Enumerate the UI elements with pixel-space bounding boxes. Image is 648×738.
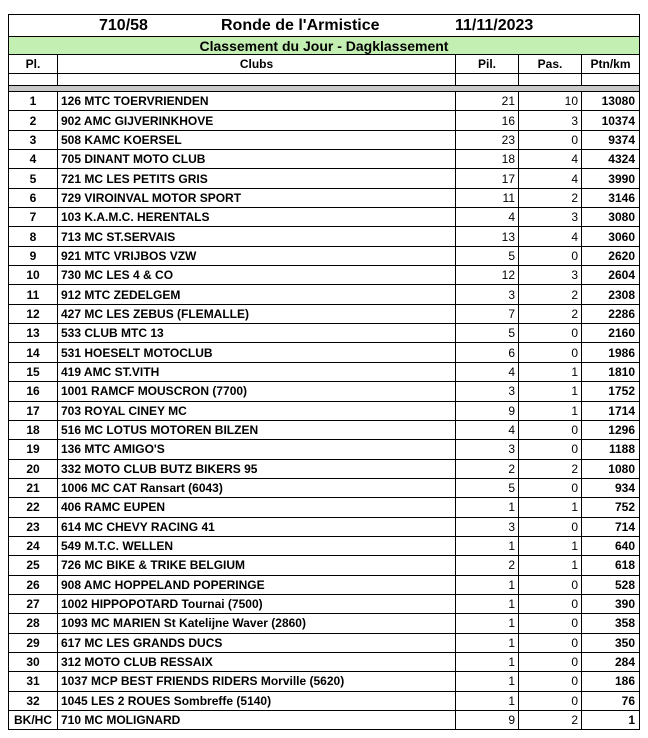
- points-cell: 2160: [608, 326, 635, 341]
- points-cell: 1986: [608, 345, 635, 360]
- rank-cell: 23: [9, 518, 58, 536]
- club-cell: 419 AMC ST.VITH: [58, 363, 456, 381]
- pilots-cell: 1: [456, 537, 519, 555]
- passengers-cell: 0: [519, 324, 582, 342]
- club-cell: 713 MC ST.SERVAIS: [58, 227, 456, 245]
- spacer-row: [8, 74, 640, 86]
- club-cell: 1006 MC CAT Ransart (6043): [58, 479, 456, 497]
- pilots-cell: 3: [456, 518, 519, 536]
- pilots-cell: 16: [456, 111, 519, 129]
- event-code: 710/58: [99, 17, 148, 34]
- rank-cell: 25: [9, 556, 58, 574]
- table-row: [8, 343, 640, 362]
- rank-cell: 5: [9, 169, 58, 187]
- rank-cell: 1: [9, 92, 58, 110]
- table-row: [8, 711, 640, 730]
- club-cell: 136 MTC AMIGO'S: [58, 440, 456, 458]
- points-cell: 186: [614, 674, 635, 689]
- rank-cell: 17: [9, 402, 58, 420]
- passengers-cell: 3: [519, 208, 582, 226]
- event-name: Ronde de l'Armistice: [221, 17, 380, 34]
- pilots-cell: 1: [456, 634, 519, 652]
- rank-cell: 9: [9, 247, 58, 265]
- pilots-cell: 2: [456, 460, 519, 478]
- pilots-cell: 13: [456, 227, 519, 245]
- points-cell: 1810: [608, 364, 635, 379]
- passengers-cell: 1: [519, 363, 582, 381]
- pilots-cell: 5: [456, 247, 519, 265]
- table-row: [8, 556, 640, 575]
- club-cell: 516 MC LOTUS MOTOREN BILZEN: [58, 421, 456, 439]
- passengers-cell: 0: [519, 672, 582, 690]
- passengers-cell: 2: [519, 305, 582, 323]
- points-cell: 2620: [608, 248, 635, 263]
- rank-cell: 11: [9, 285, 58, 303]
- passengers-cell: 0: [519, 518, 582, 536]
- table-row: [8, 595, 640, 614]
- points-cell: 390: [614, 597, 635, 612]
- points-cell: 618: [614, 558, 635, 573]
- pilots-cell: 11: [456, 189, 519, 207]
- passengers-cell: 0: [519, 247, 582, 265]
- points-cell: 1188: [608, 442, 635, 457]
- points-cell: 1: [628, 713, 635, 728]
- points-cell: 714: [614, 519, 635, 534]
- points-cell: 1714: [608, 403, 635, 418]
- points-cell: 3990: [608, 171, 635, 186]
- passengers-cell: 0: [519, 131, 582, 149]
- club-cell: 902 AMC GIJVERINKHOVE: [58, 111, 456, 129]
- table-row: [8, 227, 640, 246]
- table-row: [8, 421, 640, 440]
- rank-cell: 32: [9, 692, 58, 710]
- points-cell: 1296: [608, 423, 635, 438]
- table-header: [8, 55, 640, 74]
- club-cell: 531 HOESELT MOTOCLUB: [58, 343, 456, 361]
- club-cell: 705 DINANT MOTO CLUB: [58, 150, 456, 168]
- passengers-cell: 1: [519, 498, 582, 516]
- passengers-cell: 0: [519, 614, 582, 632]
- passengers-cell: 1: [519, 556, 582, 574]
- table-row: [8, 285, 640, 304]
- club-cell: 908 AMC HOPPELAND POPERINGE: [58, 576, 456, 594]
- pilots-cell: 17: [456, 169, 519, 187]
- club-cell: 921 MTC VRIJBOS VZW: [58, 247, 456, 265]
- club-cell: 312 MOTO CLUB RESSAIX: [58, 653, 456, 671]
- column-header-ptn: Ptn/km: [590, 57, 631, 71]
- passengers-cell: 2: [519, 189, 582, 207]
- passengers-cell: 0: [519, 653, 582, 671]
- table-row: [8, 324, 640, 343]
- club-cell: 1001 RAMCF MOUSCRON (7700): [58, 382, 456, 400]
- points-cell: 934: [614, 481, 635, 496]
- points-cell: 13080: [601, 94, 635, 109]
- points-cell: 284: [614, 655, 635, 670]
- points-cell: 76: [621, 693, 635, 708]
- table-row: [8, 537, 640, 556]
- passengers-cell: 0: [519, 634, 582, 652]
- pilots-cell: 1: [456, 595, 519, 613]
- table-row: [8, 150, 640, 169]
- table-row: [8, 440, 640, 459]
- club-cell: 614 MC CHEVY RACING 41: [58, 518, 456, 536]
- pilots-cell: 5: [456, 324, 519, 342]
- rank-cell: 24: [9, 537, 58, 555]
- table-row: [8, 614, 640, 633]
- ranking-rows: [8, 92, 640, 730]
- club-cell: 729 VIROINVAL MOTOR SPORT: [58, 189, 456, 207]
- rank-cell: 31: [9, 672, 58, 690]
- passengers-cell: 0: [519, 692, 582, 710]
- table-row: [8, 672, 640, 691]
- column-header-clubs: Clubs: [58, 55, 456, 73]
- rank-cell: 18: [9, 421, 58, 439]
- pilots-cell: 9: [456, 711, 519, 729]
- rank-cell: 26: [9, 576, 58, 594]
- event-date: 11/11/2023: [455, 17, 534, 34]
- points-cell: 9374: [608, 132, 635, 147]
- rank-cell: 20: [9, 460, 58, 478]
- club-cell: 617 MC LES GRANDS DUCS: [58, 634, 456, 652]
- rank-cell: 19: [9, 440, 58, 458]
- club-cell: 427 MC LES ZEBUS (FLEMALLE): [58, 305, 456, 323]
- passengers-cell: 1: [519, 382, 582, 400]
- pilots-cell: 21: [456, 92, 519, 110]
- points-cell: 350: [614, 635, 635, 650]
- pilots-cell: 4: [456, 208, 519, 226]
- passengers-cell: 1: [519, 402, 582, 420]
- points-cell: 10374: [601, 113, 635, 128]
- passengers-cell: 2: [519, 711, 582, 729]
- column-header-pas: Pas.: [519, 55, 582, 73]
- pilots-cell: 5: [456, 479, 519, 497]
- club-cell: 703 ROYAL CINEY MC: [58, 402, 456, 420]
- club-cell: 406 RAMC EUPEN: [58, 498, 456, 516]
- table-row: [8, 266, 640, 285]
- passengers-cell: 0: [519, 576, 582, 594]
- pilots-cell: 4: [456, 421, 519, 439]
- pilots-cell: 1: [456, 692, 519, 710]
- table-row: [8, 402, 640, 421]
- rank-cell: 6: [9, 189, 58, 207]
- club-cell: 508 KAMC KOERSEL: [58, 131, 456, 149]
- passengers-cell: 3: [519, 111, 582, 129]
- table-row: [8, 169, 640, 188]
- pilots-cell: 23: [456, 131, 519, 149]
- points-cell: 2604: [608, 268, 635, 283]
- rank-cell: 13: [9, 324, 58, 342]
- club-cell: 549 M.T.C. WELLEN: [58, 537, 456, 555]
- rank-cell: 21: [9, 479, 58, 497]
- points-cell: 2286: [608, 306, 635, 321]
- points-cell: 4324: [608, 152, 635, 167]
- club-cell: 721 MC LES PETITS GRIS: [58, 169, 456, 187]
- club-cell: 332 MOTO CLUB BUTZ BIKERS 95: [58, 460, 456, 478]
- pilots-cell: 1: [456, 672, 519, 690]
- passengers-cell: 4: [519, 227, 582, 245]
- rank-cell: 4: [9, 150, 58, 168]
- rank-cell: 2: [9, 111, 58, 129]
- table-row: [8, 363, 640, 382]
- pilots-cell: 3: [456, 440, 519, 458]
- rank-cell: 7: [9, 208, 58, 226]
- passengers-cell: 10: [519, 92, 582, 110]
- pilots-cell: 9: [456, 402, 519, 420]
- rank-cell: 3: [9, 131, 58, 149]
- pilots-cell: 3: [456, 382, 519, 400]
- pilots-cell: 1: [456, 576, 519, 594]
- title-bar: [8, 14, 640, 37]
- points-cell: 1752: [608, 384, 635, 399]
- club-cell: 1045 LES 2 ROUES Sombreffe (5140): [58, 692, 456, 710]
- passengers-cell: 0: [519, 479, 582, 497]
- rank-cell: 27: [9, 595, 58, 613]
- club-cell: 103 K.A.M.C. HERENTALS: [58, 208, 456, 226]
- rank-cell: 16: [9, 382, 58, 400]
- table-row: [8, 479, 640, 498]
- pilots-cell: 7: [456, 305, 519, 323]
- table-row: [8, 634, 640, 653]
- rank-cell: 30: [9, 653, 58, 671]
- table-row: [8, 653, 640, 672]
- table-row: [8, 498, 640, 517]
- table-row: [8, 131, 640, 150]
- pilots-cell: 1: [456, 498, 519, 516]
- table-row: [8, 189, 640, 208]
- rank-cell: 28: [9, 614, 58, 632]
- points-cell: 3060: [608, 229, 635, 244]
- points-cell: 640: [614, 539, 635, 554]
- pilots-cell: 18: [456, 150, 519, 168]
- pilots-cell: 6: [456, 343, 519, 361]
- ranking-sheet: [8, 14, 640, 730]
- points-cell: 3080: [608, 210, 635, 225]
- table-row: [8, 305, 640, 324]
- points-cell: 528: [614, 577, 635, 592]
- table-row: [8, 208, 640, 227]
- table-row: [8, 92, 640, 111]
- pilots-cell: 3: [456, 285, 519, 303]
- table-row: [8, 460, 640, 479]
- pilots-cell: 4: [456, 363, 519, 381]
- column-header-pl: Pl.: [9, 55, 58, 73]
- passengers-cell: 2: [519, 460, 582, 478]
- passengers-cell: 0: [519, 440, 582, 458]
- ranking-subtitle: Classement du Jour - Dagklassement: [8, 37, 640, 55]
- passengers-cell: 1: [519, 537, 582, 555]
- points-cell: 752: [614, 500, 635, 515]
- pilots-cell: 1: [456, 653, 519, 671]
- passengers-cell: 0: [519, 595, 582, 613]
- club-cell: 730 MC LES 4 & CO: [58, 266, 456, 284]
- rank-cell: 10: [9, 266, 58, 284]
- club-cell: 912 MTC ZEDELGEM: [58, 285, 456, 303]
- club-cell: 710 MC MOLIGNARD: [58, 711, 456, 729]
- points-cell: 3146: [608, 190, 635, 205]
- pilots-cell: 2: [456, 556, 519, 574]
- club-cell: 533 CLUB MTC 13: [58, 324, 456, 342]
- club-cell: 1002 HIPPOPOTARD Tournai (7500): [58, 595, 456, 613]
- rank-cell: 12: [9, 305, 58, 323]
- rank-cell: 22: [9, 498, 58, 516]
- passengers-cell: 4: [519, 150, 582, 168]
- column-header-pil: Pil.: [456, 55, 519, 73]
- passengers-cell: 3: [519, 266, 582, 284]
- club-cell: 1037 MCP BEST FRIENDS RIDERS Morville (5620): [58, 672, 456, 690]
- pilots-cell: 12: [456, 266, 519, 284]
- points-cell: 358: [614, 616, 635, 631]
- table-row: [8, 111, 640, 130]
- passengers-cell: 4: [519, 169, 582, 187]
- rank-cell: 15: [9, 363, 58, 381]
- points-cell: 2308: [608, 287, 635, 302]
- table-row: [8, 576, 640, 595]
- club-cell: 126 MTC TOERVRIENDEN: [58, 92, 456, 110]
- rank-cell: 29: [9, 634, 58, 652]
- table-row: [8, 247, 640, 266]
- points-cell: 1080: [608, 461, 635, 476]
- table-row: [8, 382, 640, 401]
- club-cell: 726 MC BIKE & TRIKE BELGIUM: [58, 556, 456, 574]
- rank-cell: 14: [9, 343, 58, 361]
- rank-cell: BK/HC: [9, 711, 58, 729]
- passengers-cell: 0: [519, 343, 582, 361]
- rank-cell: 8: [9, 227, 58, 245]
- club-cell: 1093 MC MARIEN St Katelijne Waver (2860): [58, 614, 456, 632]
- pilots-cell: 1: [456, 614, 519, 632]
- passengers-cell: 2: [519, 285, 582, 303]
- table-row: [8, 518, 640, 537]
- passengers-cell: 0: [519, 421, 582, 439]
- table-row: [8, 692, 640, 711]
